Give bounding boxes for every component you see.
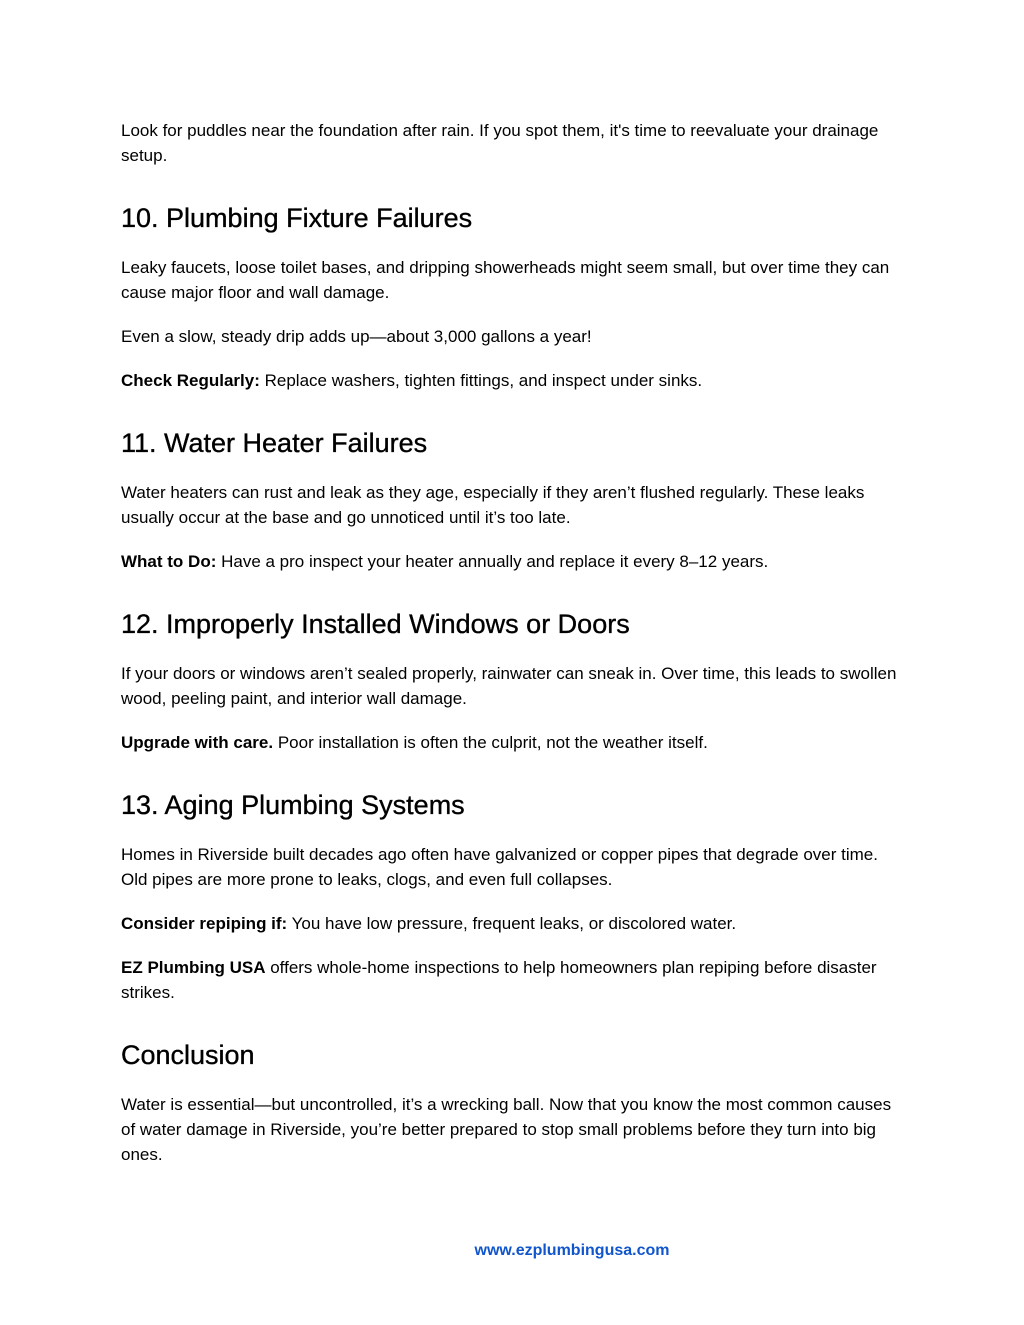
heading-plumbing-fixture-failures: 10. Plumbing Fixture Failures [121, 203, 473, 233]
aging-brand-paragraph [121, 955, 907, 1005]
footer-url-link[interactable]: www.ezplumbingusa.com [474, 1242, 670, 1259]
heading-aging-plumbing: 13. Aging Plumbing Systems [121, 790, 465, 820]
heater-tip-label: What to Do: [121, 552, 217, 571]
fixture-tip-text: Replace washers, tighten fittings, and inspect under sinks. [259, 371, 703, 390]
document-page [121, 118, 907, 1167]
windows-tip-text: Poor installation is often the culprit, not the weather itself. [273, 733, 708, 752]
conclusion-paragraph: Water is essential—but uncontrolled, it’s a wrecking ball. Now that you know the most common causes of water damage in Riverside, you’re better prepared to stop small problems before they turn into big ones. [121, 1095, 892, 1164]
aging-tip-text: You have low pressure, frequent leaks, or discolored water. [287, 914, 737, 933]
heater-paragraph-1: Water heaters can rust and leak as they age, especially if they aren’t flushed regularly. These leaks usually occur at the base and go unnoticed until it’s too late. [121, 483, 865, 527]
windows-tip [121, 730, 907, 755]
brand-name: EZ Plumbing USA [121, 958, 266, 977]
fixture-tip [121, 368, 907, 393]
aging-paragraph-1: Homes in Riverside built decades ago often have galvanized or copper pipes that degrade over time. Old pipes are more prone to leaks, clogs, and even full collapses. [121, 845, 878, 889]
brand-text: offers whole-home inspections to help homeowners plan repiping before disaster strikes. [121, 958, 877, 1002]
heater-tip-text: Have a pro inspect your heater annually and replace it every 8–12 years. [216, 552, 769, 571]
aging-tip [121, 911, 907, 936]
heading-conclusion: Conclusion [121, 1040, 255, 1070]
fixture-paragraph-1: Leaky faucets, loose toilet bases, and dripping showerheads might seem small, but over time they can cause major floor and wall damage. [121, 258, 890, 302]
intro-paragraph: Look for puddles near the foundation after rain. If you spot them, it's time to reevaluate your drainage setup. [121, 121, 879, 165]
fixture-tip-label: Check Regularly: [121, 371, 260, 390]
aging-tip-label: Consider repiping if: [121, 914, 288, 933]
heater-tip [121, 549, 907, 574]
windows-tip-label: Upgrade with care. [121, 733, 274, 752]
windows-paragraph-1: If your doors or windows aren’t sealed properly, rainwater can sneak in. Over time, this leads to swollen wood, peeling paint, and interior wall damage. [121, 664, 897, 708]
heading-water-heater-failures: 11. Water Heater Failures [121, 428, 428, 458]
fixture-paragraph-2: Even a slow, steady drip adds up—about 3,000 gallons a year! [121, 327, 592, 346]
heading-windows-doors: 12. Improperly Installed Windows or Doors [121, 609, 630, 639]
